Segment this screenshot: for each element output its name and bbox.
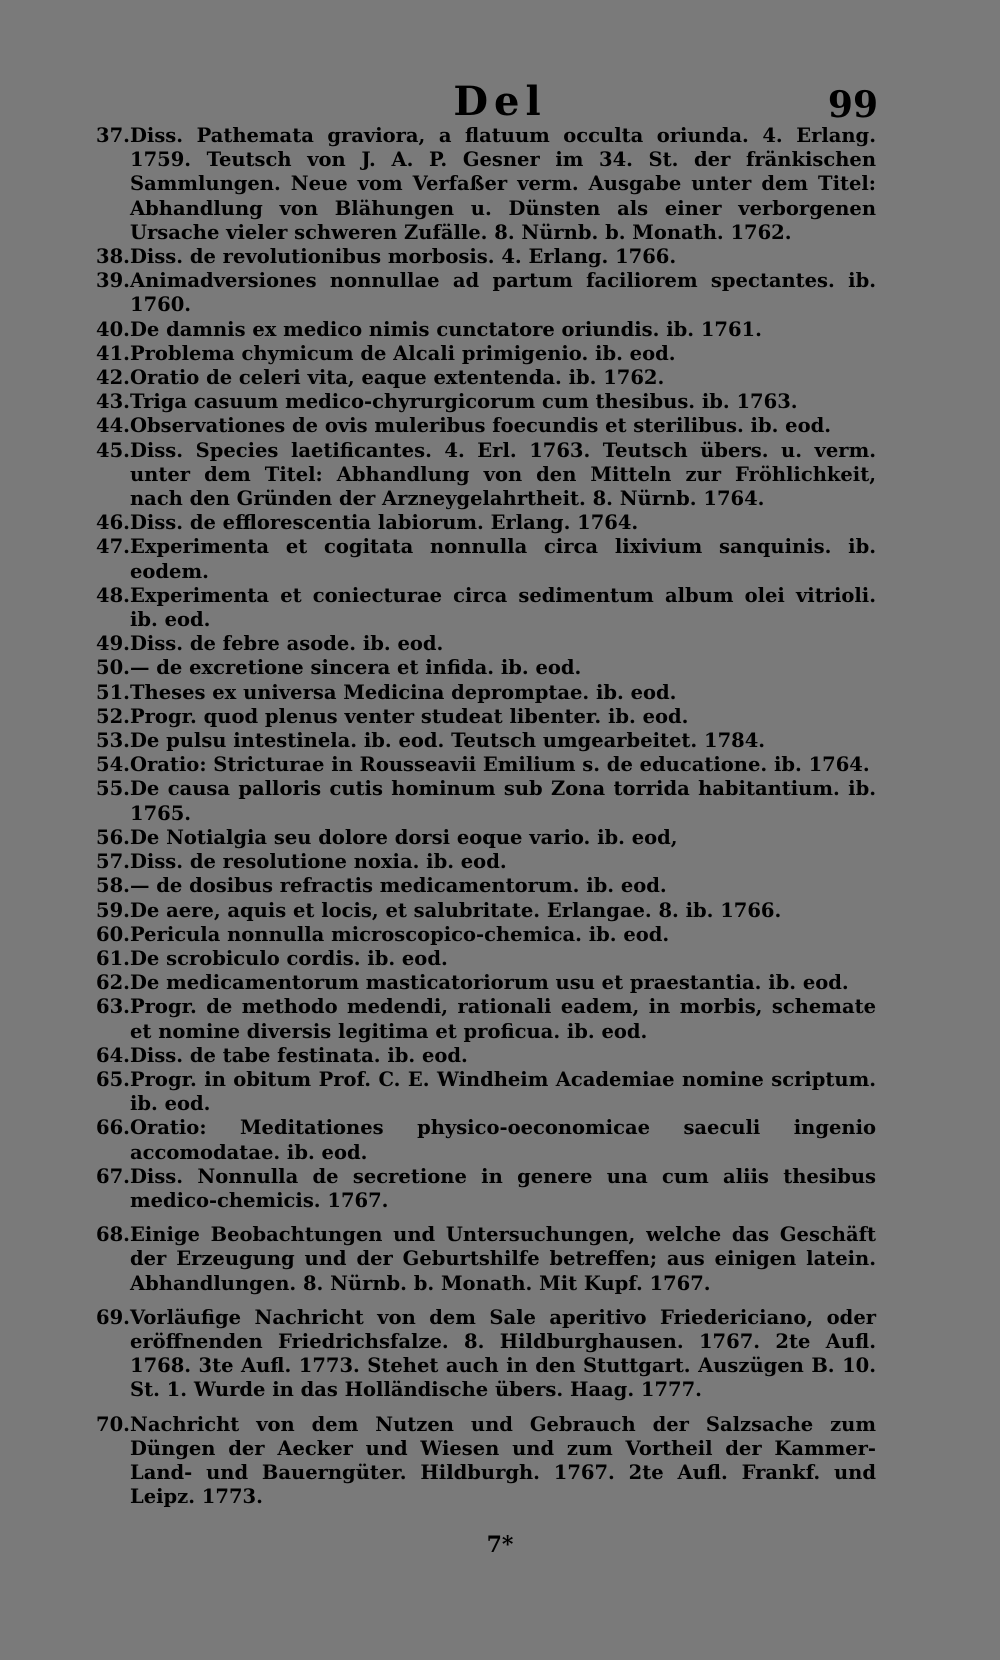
entry-text: Problema chymicum de Alcali primigenio. ib. eod. — [130, 341, 676, 365]
entry-text: Triga casuum medico-chyrurgicorum cum thesibus. ib. 1763. — [130, 390, 798, 414]
entry-text: De damnis ex medico nimis cunctatore oriundis. ib. 1761. — [130, 317, 762, 341]
bibliography-entry — [96, 947, 876, 971]
bibliography-entry — [96, 1068, 876, 1116]
entry-number: 64. — [96, 1043, 130, 1067]
entry-text: Einige Beobachtungen und Untersuchungen, welche das Geschäft der Erzeugung und der Geburtshilfe betreffen; aus einigen latein. Abhandlungen. 8. Nürnb. b. Monath. Mit Kupf. 1767. — [130, 1223, 876, 1295]
bibliography-entry — [96, 439, 876, 512]
entry-number: 62. — [96, 971, 130, 995]
entry-text: Progr. de methodo medendi, rationali eadem, in morbis, schemate et nomine diversis legitima et proficua. ib. eod. — [130, 995, 876, 1043]
entry-text: Oratio: Meditationes physico-oeconomicae saeculi ingenio accomodatae. ib. eod. — [130, 1116, 876, 1164]
entry-text: Observationes de ovis muleribus foecundis et sterilibus. ib. eod. — [130, 414, 832, 438]
entry-number: 60. — [96, 922, 130, 946]
entry-text: Pericula nonnulla microscopico-chemica. ib. eod. — [130, 922, 670, 946]
bibliography-entry — [96, 1165, 876, 1213]
bibliography-entry — [96, 245, 876, 269]
entry-number: 45. — [96, 438, 130, 462]
entry-number: 65. — [96, 1067, 130, 1091]
entry-number: 53. — [96, 729, 130, 753]
entry-text: Diss. de febre asode. ib. eod. — [130, 632, 444, 656]
page-number: 99 — [827, 84, 878, 126]
bibliography-entry — [96, 850, 876, 874]
bibliography-entry — [96, 995, 876, 1043]
entry-number: 47. — [96, 535, 130, 559]
entry-number: 69. — [96, 1305, 130, 1329]
entry-number: 54. — [96, 753, 130, 777]
entry-text: De scrobiculo cordis. ib. eod. — [130, 946, 448, 970]
entry-text: Progr. in obitum Prof. C. E. Windheim Academiae nomine scriptum. ib. eod. — [130, 1067, 876, 1116]
entry-text: Nachricht von dem Nutzen und Gebrauch der Salzsache zum Düngen der Aecker und Wiesen und zum Vortheil der Kammer-Land- und Bauerngüter. Hildburgh. 1767. 2te Aufl. Frankf. und Leipz. 1773. — [130, 1412, 876, 1509]
entry-text: De pulsu intestinela. ib. eod. Teutsch umgearbeitet. 1784. — [130, 729, 766, 753]
entry-number: 56. — [96, 825, 130, 849]
running-title: Del — [453, 78, 547, 125]
entry-text: Diss. de efflorescentia labiorum. Erlang. 1764. — [130, 511, 639, 535]
bibliography-entry — [96, 923, 876, 947]
entry-number: 38. — [96, 245, 130, 269]
entry-number: 67. — [96, 1164, 130, 1188]
entry-number: 40. — [96, 317, 130, 341]
entry-number: 58. — [96, 874, 130, 898]
entry-number: 68. — [96, 1223, 130, 1247]
entry-text: Vorläufige Nachricht von dem Sale aperitivo Friedericiano, oder eröffnenden Friedrichsfalze. 8. Hildburghausen. 1767. 2te Aufl. 1768. 3te Aufl. 1773. Stehet auch in den Stuttgart. Auszügen B. 10. St. 1. Wurde in das Holländische übers. Haag. 1777. — [130, 1305, 876, 1402]
bibliography-entry — [96, 971, 876, 995]
entry-number: 44. — [96, 414, 130, 438]
entry-number: 59. — [96, 898, 130, 922]
entry-number: 42. — [96, 366, 130, 390]
entry-number: 43. — [96, 390, 130, 414]
entry-number: 66. — [96, 1116, 130, 1140]
bibliography-entry — [96, 124, 876, 245]
entry-text: De Notialgia seu dolore dorsi eoque vario. ib. eod, — [130, 825, 678, 849]
bibliography-entry — [96, 366, 876, 390]
entry-number: 61. — [96, 946, 130, 970]
bibliography-entry — [96, 826, 876, 850]
entry-text: Diss. Nonnulla de secretione in genere una cum aliis thesibus medico-chemicis. 1767. — [130, 1164, 876, 1212]
bibliography-entry — [96, 318, 876, 342]
entry-text: De medicamentorum masticatoriorum usu et praestantia. ib. eod. — [130, 971, 849, 995]
entry-text: De aere, aquis et locis, et salubritate. Erlangae. 8. ib. 1766. — [130, 898, 782, 922]
entry-text: Oratio: Stricturae in Rousseavii Emilium s. de educatione. ib. 1764. — [130, 753, 870, 777]
entry-number: 37. — [96, 124, 130, 147]
bibliography-entry — [96, 535, 876, 583]
entry-text: Diss. Pathemata graviora, a flatuum occulta oriunda. 4. Erlang. 1759. Teutsch von J. A. P. Gesner im 34. St. der fränkischen Sammlungen. Neue vom Verfaßer verm. Ausgabe unter dem Titel: Abhandlung von Blähungen u. Dünsten als einer verborgenen Ursache vieler schweren Zufälle. 8. Nürnb. b. Monath. 1762. — [130, 124, 876, 244]
entry-text: Oratio de celeri vita, eaque extentenda. ib. 1762. — [130, 366, 665, 390]
bibliography-entry — [96, 1306, 876, 1403]
entry-number: 70. — [96, 1412, 130, 1436]
bibliography-entry — [96, 342, 876, 366]
entry-number: 63. — [96, 995, 130, 1019]
entry-number: 50. — [96, 656, 130, 680]
entry-number: 49. — [96, 632, 130, 656]
entry-text: Experimenta et coniecturae circa sedimentum album olei vitrioli. ib. eod. — [130, 583, 876, 632]
bibliography-entry — [96, 681, 876, 705]
entry-number: 51. — [96, 680, 130, 704]
bibliography-entry — [96, 777, 876, 825]
entry-number: 52. — [96, 704, 130, 728]
entry-number: 46. — [96, 511, 130, 535]
entry-text: — de excretione sincera et infida. ib. eod. — [130, 656, 582, 680]
entry-number: 55. — [96, 777, 130, 801]
bibliography-entry — [96, 1223, 876, 1296]
entry-text: Diss. de tabe festinata. ib. eod. — [130, 1043, 468, 1067]
entry-number: 41. — [96, 341, 130, 365]
entry-number: 57. — [96, 850, 130, 874]
bibliography-entry — [96, 1044, 876, 1068]
entry-number: 48. — [96, 583, 130, 607]
bibliography-entry — [96, 269, 876, 317]
entry-number: 39. — [96, 269, 130, 293]
entry-text: Diss. Species laetificantes. 4. Erl. 1763. Teutsch übers. u. verm. unter dem Titel: Abhandlung von den Mitteln zur Fröhlichkeit, nach den Gründen der Arzneygelahrtheit. 8. Nürnb. 1764. — [130, 438, 876, 511]
signature-mark: 7* — [486, 1532, 514, 1558]
bibliography-entry — [96, 753, 876, 777]
bibliography-entry — [96, 1413, 876, 1510]
entry-text: — de dosibus refractis medicamentorum. ib. eod. — [130, 874, 667, 898]
bibliography-entry — [96, 390, 876, 414]
bibliography-entry — [96, 656, 876, 680]
bibliography-entry — [96, 1116, 876, 1164]
entry-text: Theses ex universa Medicina depromptae. ib. eod. — [130, 680, 677, 704]
entry-text: Experimenta et cogitata nonnulla circa lixivium sanquinis. ib. eodem. — [130, 535, 876, 583]
entry-text: Diss. de resolutione noxia. ib. eod. — [130, 850, 507, 874]
bibliography-entry — [96, 874, 876, 898]
entry-text: De causa palloris cutis hominum sub Zona torrida habitantium. ib. 1765. — [130, 777, 876, 825]
entry-text: Progr. quod plenus venter studeat libenter. ib. eod. — [130, 704, 689, 728]
bibliography-entry — [96, 584, 876, 632]
bibliography-entry — [96, 899, 876, 923]
bibliography-entry — [96, 414, 876, 438]
bibliography-entry — [96, 705, 876, 729]
bibliography-list — [96, 124, 876, 1509]
bibliography-entry — [96, 511, 876, 535]
entry-text: Diss. de revolutionibus morbosis. 4. Erlang. 1766. — [130, 245, 677, 269]
bibliography-entry — [96, 729, 876, 753]
bibliography-entry — [96, 632, 876, 656]
entry-text: Animadversiones nonnullae ad partum faciliorem spectantes. ib. 1760. — [130, 269, 876, 317]
